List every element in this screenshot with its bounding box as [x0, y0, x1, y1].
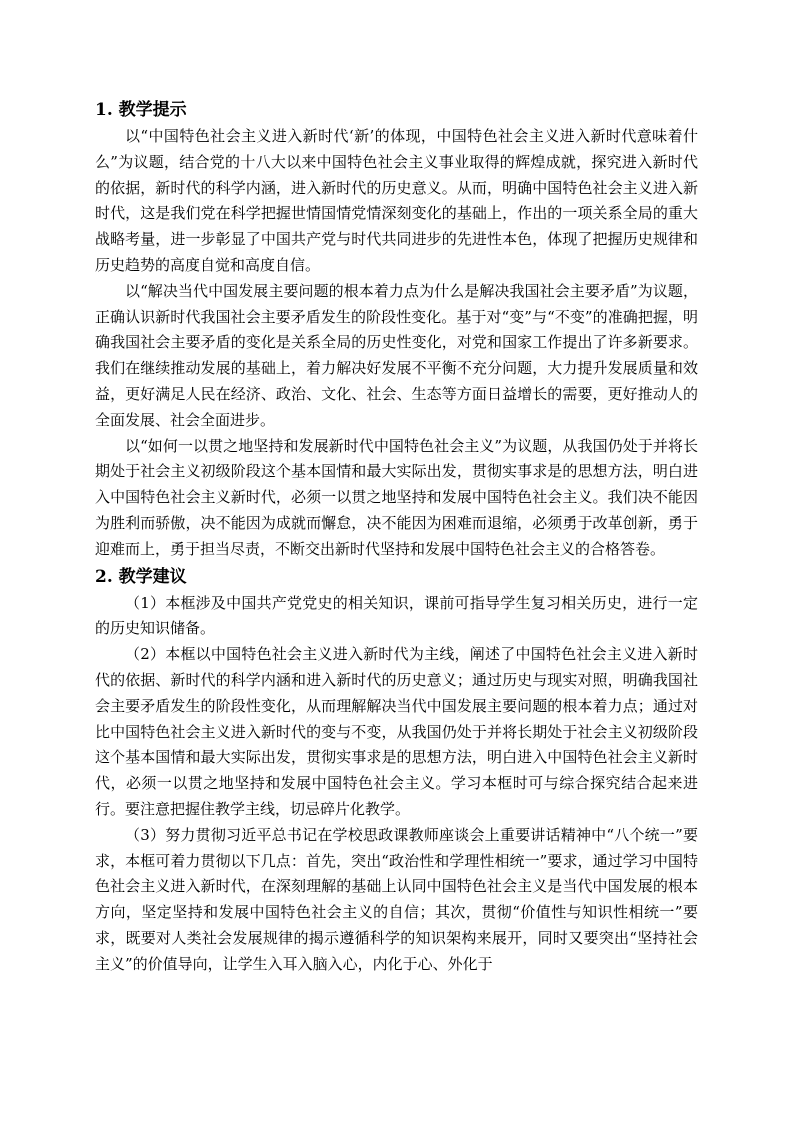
paragraph: 以“中国特色社会主义进入新时代‘新’的体现，中国特色社会主义进入新时代意味着什么”为议题，结合党的十八大以来中国特色社会主义事业取得的辉煌成就，探究进入新时代的依据，新时代的科学内涵，进入新时代的历史意义。从而，明确中国特色社会主义进入新时代，这是我们党在科学把握世情国情党情深刻变化的基础上，作出的一项关系全局的重大战略考量，进一步彰显了中国共产党与时代共同进步的先进性本色，体现了把握历史规律和历史趋势的高度自觉和高度自信。	[95, 127, 698, 274]
paragraph: 以“如何一以贯之地坚持和发展新时代中国特色社会主义”为议题，从我国仍处于并将长期处于社会主义初级阶段这个基本国情和最大实际出发，贯彻实事求是的思想方法，明白进入中国特色社会主义新时代，必须一以贯之地坚持和发展中国特色社会主义。我们决不能因为胜利而骄傲，决不能因为成就而懈怠，决不能因为困难而退缩，必须勇于改革创新，勇于迎难而上，勇于担当尽责，不断交出新时代坚持和发展中国特色社会主义的合格答卷。	[95, 436, 698, 558]
section-heading-teaching-tips: 1. 教学提示	[95, 100, 187, 120]
paragraph: （2）本框以中国特色社会主义进入新时代为主线，阐述了中国特色社会主义进入新时代的依据、新时代的科学内涵和进入新时代的历史意义；通过历史与现实对照，明确我国社会主要矛盾发生的阶段性变化，从而理解解决当代中国发展主要问题的根本着力点；通过对比中国特色社会主义进入新时代的变与不变，从我国仍处于并将长期处于社会主义初级阶段这个基本国情和最大实际出发，贯彻实事求是的思想方法，明白进入中国特色社会主义新时代，必须一以贯之地坚持和发展中国特色社会主义。学习本框时可与综合探究结合起来进行。要注意把握住教学主线，切忌碎片化教学。	[95, 645, 698, 818]
section-heading-teaching-suggestions: 2. 教学建议	[95, 566, 187, 587]
paragraph: 以“解决当代中国发展主要问题的根本着力点为什么是解决我国社会主要矛盾”为议题，正确认识新时代我国社会主要矛盾发生的阶段性变化。基于对“变”与“不变”的准确把握，明确我国社会主要矛盾的变化是关系全局的历史性变化，对党和国家工作提出了许多新要求。我们在继续推动发展的基础上，着力解决好发展不平衡不充分问题，大力提升发展质量和效益，更好满足人民在经济、政治、文化、社会、生态等方面日益增长的需要，更好推动人的全面发展、社会全面进步。	[95, 281, 698, 429]
paragraph: （1）本框涉及中国共产党党史的相关知识，课前可指导学生复习相关历史，进行一定的历史知识储备。	[95, 593, 698, 638]
document-page	[95, 96, 698, 978]
paragraph: （3）努力贯彻习近平总书记在学校思政课教师座谈会上重要讲话精神中“八个统一”要求，本框可着力贯彻以下几点：首先，突出“政治性和学理性相统一”要求，通过学习中国特色社会主义进入新时代，在深刻理解的基础上认同中国特色社会主义是当代中国发展的根本方向，坚定坚持和发展中国特色社会主义的自信；其次，贯彻“价值性与知识性相统一”要求，既要对人类社会发展规律的揭示遵循科学的知识架构来展开，同时又要突出“坚持社会主义”的价值导向，让学生入耳入脑入心，内化于心、外化于	[95, 825, 698, 973]
